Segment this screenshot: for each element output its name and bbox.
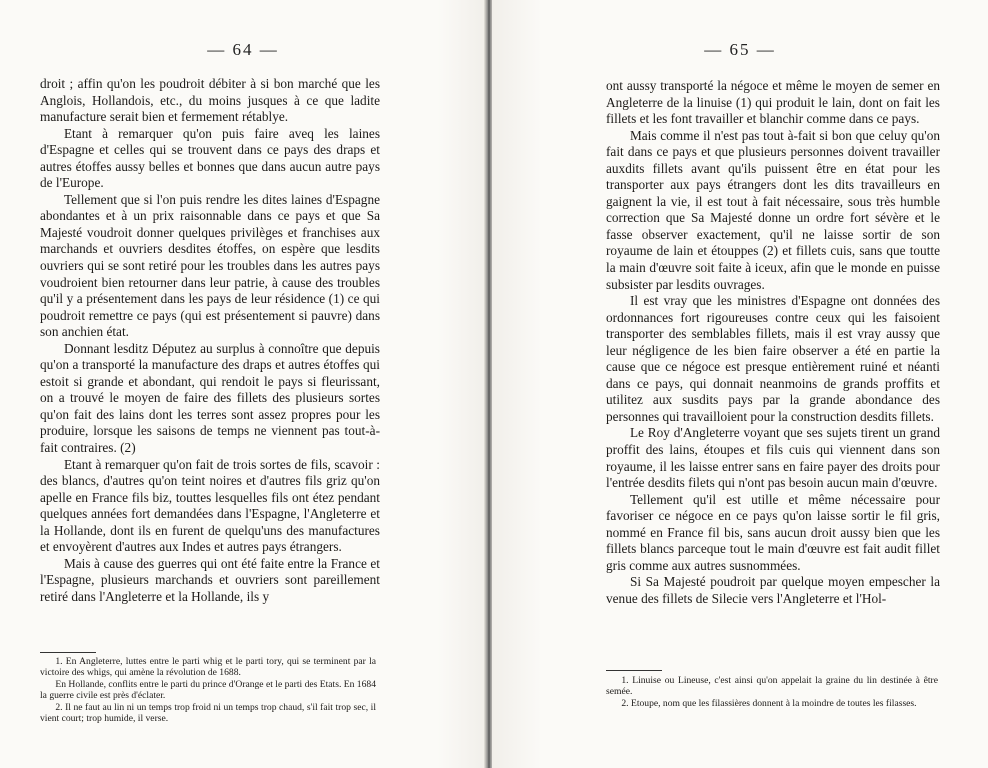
right-paragraph-3: Il est vray que les ministres d'Espagne ont données des ordonnances fort rigoureuses contre ceux qui les faisoient transporter des semblables fillets, mais il est vray aussy que leur négligence de les bien faire observer a été en partie la cause que ce négoce est presque entièrement ruiné et néanti dans ce pays, qui donnait neanmoins de grands proffits et utilitez aux susdits pays par la grande abondance des personnes qui travailloient pour la construction desdits fillets. [606, 293, 940, 424]
left-paragraph-5: Etant à remarquer qu'on fait de trois sortes de fils, scavoir : des blancs, d'autres qu'on teint noires et d'autres fils griz qu'on apelle en France fils biz, touttes lesquelles fils ont étez pendant quelques années fort demandées dans l'Espagne, l'Angleterre et la Hollande, dont ils en furent de quelqu'uns des manufactures et envoyèrent d'autres aux Indes et autres pays étrangers. [40, 456, 380, 555]
right-paragraph-2: Mais comme il n'est pas tout à-fait si bon que celuy qu'on fait dans ce pays et que plusieurs personnes doivent travailler auxdits fillets avant qu'ils puissent être en état pour les transporter aux pays étrangers dont les dits travailleurs en gaignent la vie, il est tout à fait nécessaire, sous très humble correction que Sa Majesté donne un ordre fort sévère et le fasse observer exactement, qu'il ne laisse sortir de son royaume de lain et étouppes (2) et fillets cuis, sans que toutte la main d'œuvre soit faite à iceux, afin que le monde en puisse subsister par lesdits ouvrages. [606, 127, 940, 292]
left-footnote-rule [40, 652, 96, 653]
right-paragraph-6: Si Sa Majesté poudroit par quelque moyen empescher la venue des fillets de Silecie vers l'Angleterre et l'Hol- [606, 574, 940, 606]
left-page [0, 0, 486, 768]
left-body-text [40, 76, 380, 606]
right-paragraph-1: ont aussy transporté la négoce et même le moyen de semer en Angleterre de la linuise (1) qui produit le lain, dont on fait les fillets et les font travailler et blanchir comme dans ce pays. [606, 78, 940, 127]
left-paragraph-1: droit ; affin qu'on les poudroit débiter à si bon marché que les Anglois, Hollandois, etc., du moins jusques à ce que ladite manufacture serait bien et fermement rétablye. [40, 76, 380, 125]
left-footnotes [40, 656, 376, 724]
left-paragraph-3: Tellement que si l'on puis rendre les dites laines d'Espagne abondantes et à un prix raisonnable dans ce pays et que Sa Majesté voudroit donner quelques privilèges et franchises aux marchands et ouvriers desdites étoffes, on espère que lesdits ouvriers qui se sont retiré pour les troubles dans les autres pays voudroient bien retourner dans leur patrie, à cause des troubles qu'il y a présentement dans les pays de leur résidence (1) ce qui poudroit remettre ce pays (qui est présentement si pauvre) dans son anchien état. [40, 191, 380, 340]
right-footnote-2: 2. Etoupe, nom que les filassières donnent à la moindre de toutes les filasses. [621, 697, 917, 709]
right-paragraph-5: Tellement qu'il est utille et même nécessaire pour favoriser ce négoce en ce pays qu'on laisse sortir le fil gris, nommé en France fil bis, sans aucun droit aussy bien que les fillets blancs parceque tout le main d'œuvre est fait audit fillet gris comme aux autres susnommées. [606, 491, 940, 573]
page-number-left: — 64 — [207, 40, 279, 59]
right-page [492, 0, 988, 768]
left-paragraph-4: Donnant lesditz Députez au surplus à connoître que depuis qu'on a transporté la manufacture des draps et autres étoffes qui estoit si grande et abondant, qui rendoit le pays si fleurissant, on a trouvé le moyen de faire des fillets des plusieurs sortes qu'on fait des lains dont les terres sont assez propres pour les produire, lorsque les saisons de temps ne viennent pas tout-à-fait contraires. (2) [40, 340, 380, 456]
right-paragraph-4: Le Roy d'Angleterre voyant que ses sujets tirent un grand proffit des lains, étoupes et fils cuis qui viennent dans son royaume, il les laisse entrer sans en faire payer des droits pour l'entrée desdits filets qui n'ont pas besoin aucun main d'œuvre. [606, 425, 940, 491]
right-footnote-1: 1. Linuise ou Lineuse, c'est ainsi qu'on appelait la graine du lin destinée à être semée. [606, 675, 938, 698]
right-footnotes [606, 675, 938, 709]
left-paragraph-6: Mais à cause des guerres qui ont été faite entre la France et l'Espagne, plusieurs marchands et ouvriers sont pareillement retiré dans l'Angleterre et la Hollande, ils y [40, 555, 380, 604]
right-body-text [606, 78, 940, 608]
left-footnote-1: 1. En Angleterre, luttes entre le parti whig et le parti tory, qui se terminent par la victoire des whigs, qui amène la révolution de 1688. [40, 656, 376, 679]
page-number-right: — 65 — [704, 40, 776, 59]
left-footnote-2: 2. Il ne faut au lin ni un temps trop froid ni un temps trop chaud, s'il fait trop sec, il vient court; trop humide, il verse. [40, 701, 376, 725]
left-paragraph-2: Etant à remarquer qu'on puis faire aveq les laines d'Espagne et celles qui se trouvent dans ce pays des draps et autres étoffes aussy belles et bonnes que dans aucun autre pays de l'Europe. [40, 125, 380, 191]
right-footnote-rule [606, 670, 662, 671]
left-footnote-1b: En Hollande, conflits entre le parti du prince d'Orange et le parti des Etats. En 1684 la guerre civile est près d'éclater. [40, 678, 376, 702]
